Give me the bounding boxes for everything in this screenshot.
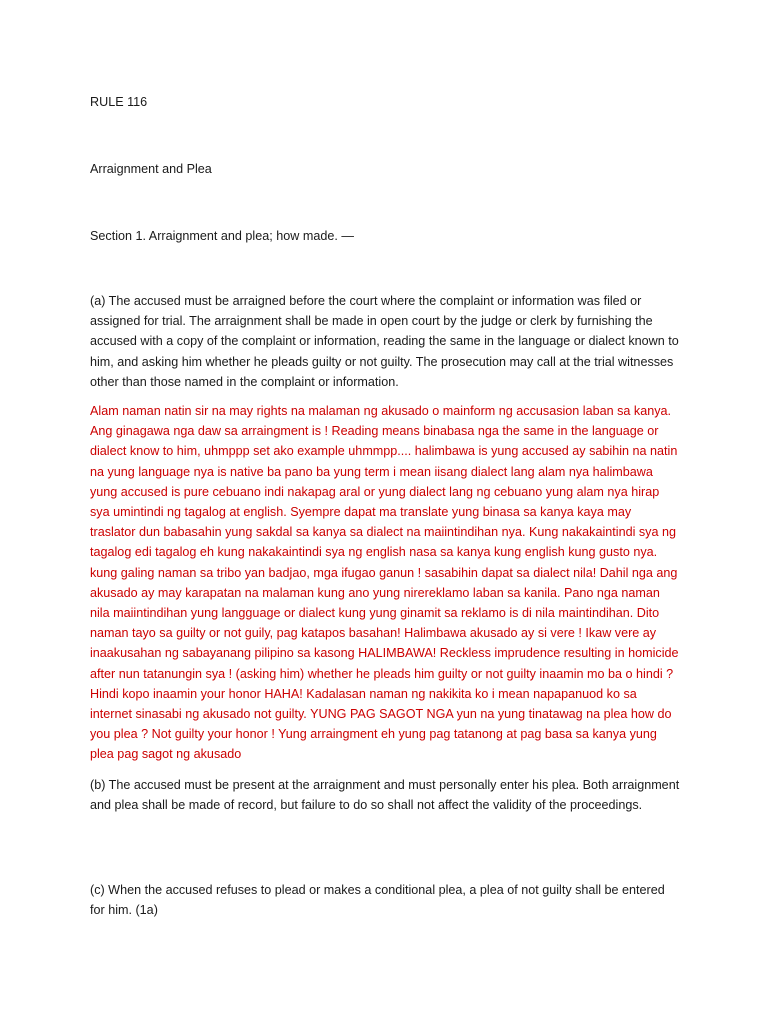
paragraph-a: (a) The accused must be arraigned before the court where the complaint or information was filed or assigned for trial. The arraignment shall be made in open court by the judge or clerk by furnishing the accused with a copy of the complaint or information, reading the same in the language or dialect known to him, and asking him whether he pleads guilty or not guilty. The prosecution may call at the trial witnesses other than those named in the complaint or information. [90,294,679,389]
rule-subtitle: Arraignment and Plea [90,162,212,176]
paragraph-c: (c) When the accused refuses to plead or makes a conditional plea, a plea of not guilty shall be entered for him. (1a) [90,883,665,918]
section-heading: Section 1. Arraignment and plea; how made. — [90,229,354,243]
rule-title: RULE 116 [90,95,148,109]
commentary-note: Alam naman natin sir na may rights na malaman ng akusado o mainform ng accusasion laban sa kanya. Ang ginagawa nga daw sa arraingment is ! Reading means binabasa nga the same in the language or dialect know to him, uhmppp set ako example uhmmpp.... halimbawa is yung accused ay sabihin na natin na yung language nya is native ba pano ba yung term i mean iisang dialect lang alam nya halimbawa yung accused is pure cebuano indi nakapag aral or yung dialect lang ng cebuano yung alam nya hirap sya umintindi ng tagalog at english. Syempre dapat ma translate yung binasa sa kanya kaya may traslator dun babasahin yung sakdal sa kanya sa dialect na maiintindihan nya. Kung nakakaintindi sya ng tagalog edi tagalog eh kung nakakaintindi sya ng english nasa sa kanya kung english kung gusto nya. kung galing naman sa tribo yan badjao, mga ifugao ganun ! sasabihin dapat sa dialect nila! Dahil nga ang akusado ay may karapatan na malaman kung ano yung nirereklamo laban sa kanila. Pano nga naman nila maiintindihan yung langguage or dialect kung yung ginamit sa reklamo is di nila maintindihan. Dito naman tayo sa guilty or not guily, pag katapos basahan! Halimbawa akusado ay si vere ! Ikaw vere ay inaakusahan ng sabayanang pilipino sa kasong HALIMBAWA! Reckless imprudence resulting in homicide after nun tatanungin sya ! (asking him) whether he pleads him guilty or not guilty inaamin mo ba o hindi ? Hindi kopo inaamin your honor HAHA! Kadalasan naman ng nakikita ko i mean napapanuod ko sa internet sinasabi ng akusado not guilty. YUNG PAG SAGOT NGA yun na yung tinatawag na plea how do you plea ? Not guilty your honor ! Yung arraingment eh yung pag tatanong at pag basa sa kanya yung plea pag sagot ng akusado [90,404,679,762]
paragraph-b: (b) The accused must be present at the arraignment and must personally enter his plea. Both arraignment and plea shall be made of record, but failure to do so shall not affect the validity of the proceedings. [90,778,680,813]
